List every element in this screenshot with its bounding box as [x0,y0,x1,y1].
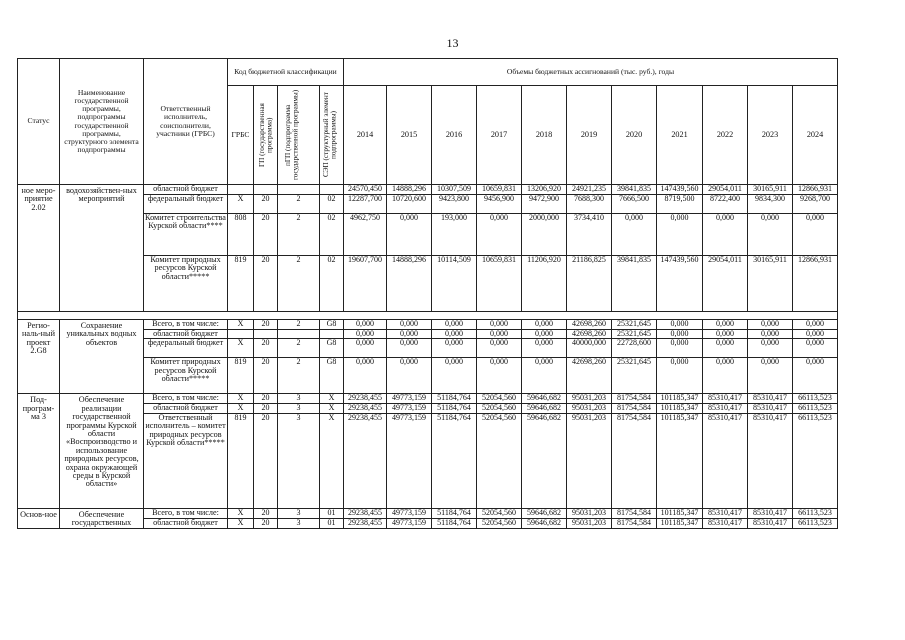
value-cell: 40000,000 [567,339,612,358]
row-label: Комитет природных ресурсов Курской области***** [144,256,228,312]
value-cell: 101185,347 [657,394,703,404]
value-cell: 49773,159 [387,394,432,404]
value-cell: 52054,560 [477,394,522,404]
value-cell: 81754,584 [612,518,657,528]
value-cell: 0,000 [793,330,838,339]
value-cell: 0,000 [793,339,838,358]
grbs-cell: X [228,508,254,518]
value-cell: 0,000 [522,320,567,330]
value-cell: 9423,800 [432,195,477,214]
gp-cell: 20 [254,339,278,358]
header-grbs: ГРБС [228,86,254,185]
value-cell: 29238,455 [344,413,387,508]
value-cell: 24921,235 [567,185,612,195]
value-cell: 95031,203 [567,518,612,528]
value-cell: 0,000 [387,339,432,358]
pgp-cell: 2 [278,256,320,312]
header-year: 2014 [344,86,387,185]
sep-cell: 01 [320,518,344,528]
value-cell: 9472,900 [522,195,567,214]
header-year: 2019 [567,86,612,185]
value-cell: 0,000 [432,320,477,330]
page-number: 13 [446,36,459,50]
value-cell: 39841,835 [612,185,657,195]
value-cell: 30165,911 [748,185,793,195]
pgp-cell [278,330,320,339]
value-cell: 0,000 [703,339,748,358]
value-cell: 95031,203 [567,508,612,518]
sep-cell: G8 [320,358,344,394]
value-cell: 85310,417 [748,394,793,404]
value-cell: 59646,682 [522,508,567,518]
value-cell: 30165,911 [748,256,793,312]
value-cell: 42698,260 [567,330,612,339]
value-cell: 51184,764 [432,394,477,404]
value-cell: 59646,682 [522,394,567,404]
value-cell: 51184,764 [432,508,477,518]
pgp-cell: 2 [278,320,320,330]
sep-cell: 02 [320,256,344,312]
value-cell: 0,000 [657,320,703,330]
value-cell: 101185,347 [657,508,703,518]
status-cell: Под-програм-ма 3 [18,394,60,508]
header-year: 2023 [748,86,793,185]
header-pgp: пГП (подпрограмма государственной программы) [283,89,300,181]
row-label: Комитет природных ресурсов Курской области***** [144,358,228,394]
row-label: Комитет строительства Курской области**** [144,214,228,256]
value-cell: 4962,750 [344,214,387,256]
value-cell: 59646,682 [522,404,567,413]
grbs-cell: X [228,339,254,358]
table-row [18,320,838,330]
value-cell: 81754,584 [612,394,657,404]
value-cell: 85310,417 [703,508,748,518]
value-cell: 3734,410 [567,214,612,256]
value-cell: 52054,560 [477,404,522,413]
value-cell: 85310,417 [748,413,793,508]
value-cell: 10720,600 [387,195,432,214]
header-year: 2018 [522,86,567,185]
value-cell: 29238,455 [344,394,387,404]
table-row [18,508,838,518]
value-cell: 147439,560 [657,185,703,195]
value-cell: 52054,560 [477,508,522,518]
header-budget-code: Код бюджетной классификации [228,59,344,86]
header-gp: ГП (государственная программа) [257,103,274,167]
value-cell: 10307,509 [432,185,477,195]
value-cell: 0,000 [522,339,567,358]
row-label: федеральный бюджет [144,339,228,358]
gp-cell [254,330,278,339]
value-cell: 0,000 [703,320,748,330]
value-cell: 0,000 [793,358,838,394]
value-cell: 10659,831 [477,256,522,312]
value-cell: 0,000 [477,339,522,358]
row-label: Ответственный исполнитель – комитет природных ресурсов Курской области***** [144,413,228,508]
value-cell: 10114,509 [432,256,477,312]
header-year: 2021 [657,86,703,185]
header-responsible: Ответственный исполнитель, соисполнители, участники (ГРБС) [144,59,228,185]
pgp-cell [278,185,320,195]
header-year: 2016 [432,86,477,185]
pgp-cell: 2 [278,214,320,256]
value-cell: 0,000 [432,339,477,358]
pgp-cell: 3 [278,508,320,518]
value-cell: 0,000 [344,320,387,330]
sep-cell: X [320,413,344,508]
value-cell: 0,000 [522,358,567,394]
value-cell: 49773,159 [387,518,432,528]
value-cell: 2000,000 [522,214,567,256]
sep-cell: 02 [320,214,344,256]
value-cell: 29054,011 [703,185,748,195]
program-name-cell: водохозяйствен-ных мероприятий [60,185,144,312]
row-label: Всего, в том числе: [144,394,228,404]
value-cell: 81754,584 [612,508,657,518]
value-cell: 13206,920 [522,185,567,195]
gp-cell: 20 [254,256,278,312]
header-year: 2022 [703,86,748,185]
grbs-cell: 819 [228,413,254,508]
value-cell: 0,000 [387,320,432,330]
value-cell: 0,000 [477,320,522,330]
value-cell: 95031,203 [567,394,612,404]
value-cell: 85310,417 [748,518,793,528]
status-cell: Основ-ное [18,508,60,528]
sep-cell: X [320,404,344,413]
sep-cell [320,330,344,339]
value-cell: 22728,600 [612,339,657,358]
value-cell: 0,000 [432,330,477,339]
value-cell: 19607,700 [344,256,387,312]
value-cell: 49773,159 [387,508,432,518]
row-label: Всего, в том числе: [144,508,228,518]
value-cell: 66113,523 [793,518,838,528]
value-cell: 49773,159 [387,404,432,413]
table-row [18,185,838,195]
pgp-cell: 2 [278,339,320,358]
grbs-cell: 819 [228,256,254,312]
table-row [18,394,838,404]
value-cell: 0,000 [477,358,522,394]
gp-cell [254,185,278,195]
value-cell: 0,000 [657,339,703,358]
value-cell: 12866,931 [793,256,838,312]
grbs-cell: X [228,404,254,413]
value-cell: 0,000 [612,214,657,256]
value-cell: 59646,682 [522,518,567,528]
grbs-cell: X [228,195,254,214]
value-cell: 0,000 [703,330,748,339]
value-cell: 29238,455 [344,518,387,528]
value-cell: 95031,203 [567,413,612,508]
value-cell: 0,000 [387,330,432,339]
grbs-cell: 819 [228,358,254,394]
value-cell: 51184,764 [432,404,477,413]
header-year: 2024 [793,86,838,185]
gp-cell: 20 [254,195,278,214]
pgp-cell: 2 [278,358,320,394]
value-cell: 29054,011 [703,256,748,312]
value-cell: 0,000 [387,214,432,256]
value-cell: 101185,347 [657,413,703,508]
pgp-cell: 3 [278,518,320,528]
value-cell: 59646,682 [522,413,567,508]
grbs-cell: X [228,320,254,330]
value-cell: 51184,764 [432,413,477,508]
value-cell: 0,000 [344,339,387,358]
value-cell: 66113,523 [793,394,838,404]
header-volumes: Объемы бюджетных ассигнований (тыс. руб.), годы [344,59,838,86]
value-cell: 85310,417 [703,404,748,413]
value-cell: 81754,584 [612,413,657,508]
value-cell: 0,000 [657,330,703,339]
value-cell: 0,000 [748,330,793,339]
value-cell: 0,000 [657,214,703,256]
header-year: 2015 [387,86,432,185]
value-cell: 52054,560 [477,413,522,508]
pgp-cell: 3 [278,413,320,508]
value-cell: 10659,831 [477,185,522,195]
header-year: 2017 [477,86,522,185]
sep-cell: 01 [320,508,344,518]
sep-cell [320,185,344,195]
gp-cell: 20 [254,214,278,256]
value-cell: 0,000 [748,214,793,256]
gp-cell: 20 [254,404,278,413]
header-status: Статус [18,59,60,185]
value-cell: 42698,260 [567,320,612,330]
program-name-cell: Обеспечение реализации государственной программы Курской области «Воспроизводство и использование природных ресурсов, охрана окружающей среды в Курской области» [60,394,144,508]
value-cell: 21186,825 [567,256,612,312]
value-cell: 0,000 [748,339,793,358]
value-cell: 14888,296 [387,256,432,312]
value-cell: 0,000 [793,214,838,256]
row-label: областной бюджет [144,185,228,195]
gp-cell: 20 [254,394,278,404]
value-cell: 29238,455 [344,404,387,413]
header-year: 2020 [612,86,657,185]
value-cell: 25321,645 [612,320,657,330]
grbs-cell [228,330,254,339]
value-cell: 0,000 [703,358,748,394]
value-cell: 0,000 [793,320,838,330]
value-cell: 39841,835 [612,256,657,312]
value-cell: 66113,523 [793,508,838,518]
value-cell: 0,000 [344,330,387,339]
value-cell: 29238,455 [344,508,387,518]
value-cell: 0,000 [703,214,748,256]
value-cell: 193,000 [432,214,477,256]
value-cell: 0,000 [477,214,522,256]
value-cell: 7688,300 [567,195,612,214]
value-cell: 52054,560 [477,518,522,528]
sep-cell: G8 [320,339,344,358]
value-cell: 8722,400 [703,195,748,214]
value-cell: 7666,500 [612,195,657,214]
value-cell: 49773,159 [387,413,432,508]
gp-cell: 20 [254,413,278,508]
header-program-name: Наименование государственной программы, подпрограммы государственной программы, структурного элемента подпрограммы [60,59,144,185]
grbs-cell: X [228,518,254,528]
gp-cell: 20 [254,518,278,528]
pgp-cell: 2 [278,195,320,214]
gp-cell: 20 [254,358,278,394]
row-label: Всего, в том числе: [144,320,228,330]
value-cell: 42698,260 [567,358,612,394]
sep-cell: 02 [320,195,344,214]
value-cell: 8719,500 [657,195,703,214]
grbs-cell: 808 [228,214,254,256]
row-label: областной бюджет [144,330,228,339]
value-cell: 14888,296 [387,185,432,195]
value-cell: 11206,920 [522,256,567,312]
program-name-cell: Обеспечение государственных [60,508,144,528]
sep-cell: G8 [320,320,344,330]
value-cell: 85310,417 [748,404,793,413]
value-cell: 9834,300 [748,195,793,214]
row-label: областной бюджет [144,518,228,528]
value-cell: 0,000 [748,358,793,394]
value-cell: 0,000 [344,358,387,394]
value-cell: 85310,417 [703,394,748,404]
header-sep: СЭП (структурный элемент подпрограммы) [321,92,338,178]
value-cell: 0,000 [387,358,432,394]
pgp-cell: 3 [278,394,320,404]
value-cell: 85310,417 [703,518,748,528]
sep-cell: X [320,394,344,404]
value-cell: 0,000 [522,330,567,339]
value-cell: 81754,584 [612,404,657,413]
value-cell: 0,000 [477,330,522,339]
value-cell: 101185,347 [657,404,703,413]
value-cell: 66113,523 [793,413,838,508]
grbs-cell: X [228,394,254,404]
value-cell: 101185,347 [657,518,703,528]
row-label: областной бюджет [144,404,228,413]
value-cell: 12287,700 [344,195,387,214]
value-cell: 9456,900 [477,195,522,214]
budget-table [17,58,838,529]
value-cell: 25321,645 [612,330,657,339]
value-cell: 0,000 [432,358,477,394]
status-cell: Регио-наль-ный проект 2.G8 [18,320,60,394]
gp-cell: 20 [254,320,278,330]
row-label: федеральный бюджет [144,195,228,214]
value-cell: 85310,417 [748,508,793,518]
pgp-cell: 3 [278,404,320,413]
value-cell: 25321,645 [612,358,657,394]
value-cell: 85310,417 [703,413,748,508]
value-cell: 66113,523 [793,404,838,413]
status-cell: ное меро-приятие 2.02 [18,185,60,312]
value-cell: 9268,700 [793,195,838,214]
value-cell: 0,000 [657,358,703,394]
value-cell: 147439,560 [657,256,703,312]
grbs-cell [228,185,254,195]
value-cell: 0,000 [748,320,793,330]
gp-cell: 20 [254,508,278,518]
value-cell: 24570,450 [344,185,387,195]
program-name-cell: Сохранение уникальных водных объектов [60,320,144,394]
value-cell: 12866,931 [793,185,838,195]
value-cell: 95031,203 [567,404,612,413]
value-cell: 51184,764 [432,518,477,528]
